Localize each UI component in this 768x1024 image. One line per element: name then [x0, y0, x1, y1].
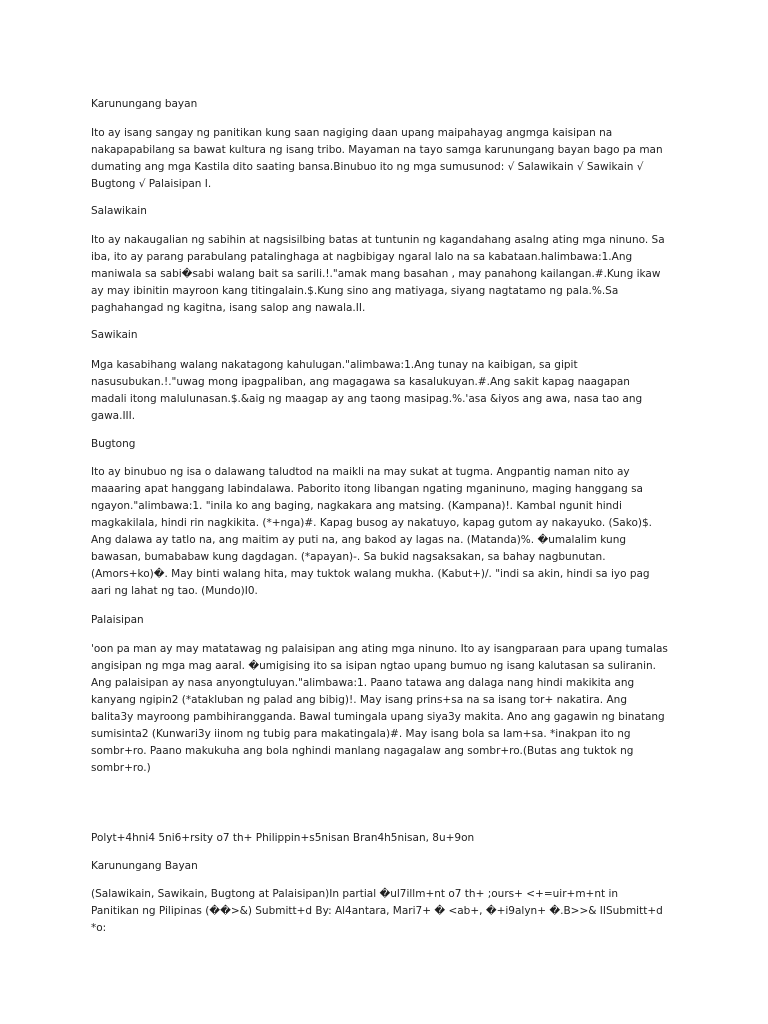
section-paragraph-sawikain: Mga kasabihang walang nakatagong kahulugan."alimbawa:1.Ang tunay na kaibigan, sa gipit nasusubukan.!."uwag mong ipagpaliban, ang magagawa sa kasalukuyan.#.Ang sakit kapag naagapan madali itong malulunasan.$.&aig ng maagap ay ang taong masipag.%.'asa &iyos ang awa, nasa tao ang gawa.III.	[91, 359, 643, 422]
section-paragraph-bugtong: Ito ay binubuo ng isa o dalawang taludtod na maikli na may sukat at tugma. Angpantig naman nito ay maaaring apat hanggang labindalawa. Paborito itong libangan ngating mganinuno, maging hanggang sa ngayon."alimbawa:1. "inila ko ang baging, nagkakara ang matsing. (Kampana)!. Kambal ngunit hindi magkakilala, hindi rin nagkikita. (*+nga)#. Kapag busog ay nakatuyo, kapag gutom ay nakayuko. (Sako)$. Ang dalawa ay tatlo na, ang maitim ay puti na, ang bakod ay lagas na. (Matanda)%. �umalalim kung bawasan, bumababaw kung dagdagan. (*apayan)-. Sa bukid nagsaksakan, sa bahay nagbunutan. (Amors+ko)�. May binti walang hita, may tuktok walang mukha. (Kabut+)/. "indi sa akin, hindi sa iyo pag aari ng lahat ng tao. (Mundo)I0.	[91, 466, 652, 597]
section-paragraph-salawikain: Ito ay nakaugalian ng sabihin at nagsisilbing batas at tuntunin ng kagandahang asalng ating mga ninuno. Sa iba, ito ay parang parabulang patalinghaga at nagbibigay ngaral lalo na sa kabataan.halimbawa:1.Ang maniwala sa sabi�sabi walang bait sa sarili.!."amak mang basahan , may panahong kailangan.#.Kung ikaw ay may ibinitin mayroon kang titingalain.$.Kung sino ang matiyaga, siyang nagtatamo ng pala.%.Sa paghahangad ng kagitna, isang salop ang nawala.II.	[91, 234, 665, 314]
section-heading-salawikain: Salawikain	[91, 205, 147, 217]
intro-paragraph: Ito ay isang sangay ng panitikan kung saan nagiging daan upang maipahayag angmga kaisipan na nakapapabilang sa bawat kultura ng isang tribo. Mayaman na tayo samga karunungang bayan bago pa man dumating ang mga Kastila dito saating bansa.Binubuo ito ng mga sumusunod: √ Salawikain √ Sawikain √ Bugtong √ Palaisipan I.	[91, 127, 663, 190]
document-title: Karunungang bayan	[91, 98, 198, 110]
section-paragraph-palaisipan: 'oon pa man ay may matatawag ng palaisipan ang ating mga ninuno. Ito ay isangparaan para upang tumalas angisipan ng mga mag aaral. �umigising ito sa isipan ngtao upang bumuo ng isang kalutasan sa suliranin. Ang palaisipan ay nasa anyongtuluyan."alimbawa:1. Paano tatawa ang dalaga nang hindi makikita ang kanyang ngipin2 (*atakluban ng palad ang bibig)!. May isang prins+sa na sa isang tor+ nakatira. Ang balita3y mayroong pambihirangganda. Bawal tumingala upang siya3y makita. Ano ang gagawin ng binatang sumisinta2 (Kunwari3y iinom ng tubig para makatingala)#. May isang bola sa lam+sa. *inakpan ito ng sombr+ro. Paano makukuha ang bola nghindi manlang nagagalaw ang sombr+ro.(Butas ang tuktok ng sombr+ro.)	[91, 643, 668, 774]
footer-title: Karunungang Bayan	[91, 860, 198, 872]
section-heading-sawikain: Sawikain	[91, 329, 138, 341]
footer-university-line: Polyt+4hni4 5ni6+rsity o7 th+ Philippin+s5nisan Bran4h5nisan, 8u+9on	[91, 832, 475, 844]
footer-submission-paragraph: (Salawikain, Sawikain, Bugtong at Palaisipan)In partial �ul7illm+nt o7 th+ ;ours+ <+=uir+m+nt in Panitikan ng Pilipinas (��>&) Submitt+d By: Al4antara, Mari7+ � <ab+, �+i9alyn+ �.B>>& IISubmitt+d *o:	[91, 888, 663, 934]
section-heading-bugtong: Bugtong	[91, 438, 136, 450]
section-heading-palaisipan: Palaisipan	[91, 614, 144, 626]
